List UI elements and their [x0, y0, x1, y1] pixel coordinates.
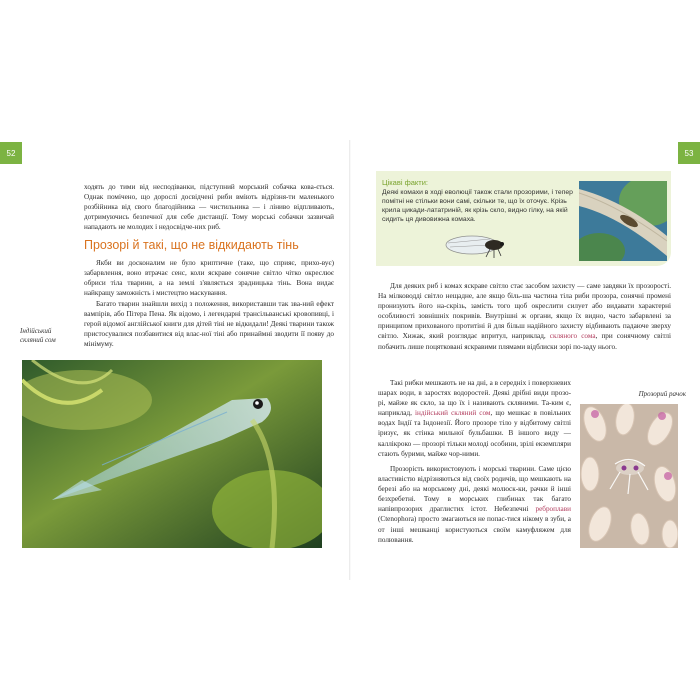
- fish-caption: Індійський скляний сом: [20, 327, 56, 344]
- right-paragraph-3: [378, 464, 571, 545]
- left-paragraph-top: [84, 182, 334, 232]
- paragraph: [378, 281, 671, 352]
- right-paragraph-2: [378, 378, 571, 459]
- highlight-term: скляного сома: [549, 332, 596, 341]
- paragraph: ходять до тими від несподіванки, підступний морський собачка кова-ється. Однак помічено, що дорослі досвідчені риби вміють відрізня-ти маленького розбійника від свого благодійника — чистильника — і ліниво відпливають, дотримуючись безпечної для себе дистанції. Тому морські собачки зазвичай нападають не молодих і недосвідче-них риб.: [84, 183, 334, 232]
- right-paragraph-1: [378, 281, 671, 352]
- page-number-right: 53: [678, 142, 700, 164]
- cicada-on-branch-photo: [579, 181, 667, 261]
- left-paragraph-2: [84, 299, 334, 349]
- cicada-illustration-icon: [440, 225, 510, 261]
- interesting-facts-box: [376, 171, 671, 266]
- section-heading: Прозорі й такі, що не відкидають тінь: [84, 238, 299, 252]
- text-run: , при сонячному світлі побачить лише поцятковані яскравими плямами відблиски зорі по-заду нього.: [378, 332, 672, 351]
- left-paragraph-1: [84, 258, 334, 298]
- glass-catfish-photo: [22, 360, 322, 548]
- text-run: Для деяких риб і комах яскраве світло стає засобом захисту — саме завдяки їх прозорості. На мілководді світло нещадне, але якщо біль-ша частина тіла риби прозора, сонячні промені пронизують його на-скрізь, замість того щоб окреслити силует або видавати характерні особливості зовнішніх покривів. Внутрішні ж органи, якщо їх видно, часто забарвлені за принципом прихованого протитіні й для більш надійного захисту відбивають падаюче зверху світло. Хижак, який розглядає впритул, наприклад,: [378, 282, 671, 341]
- facts-box-title: Цікаві факти:: [382, 178, 428, 187]
- text-run: (Ctenophora) просто змагаються не попас-тися нікому в зуби, а от інші мешканці користуються своїм камуфляжем для полювання.: [378, 515, 571, 544]
- text-run: Такі рибки мешкають не на дні, а в середніх і поверхневих шарах води, в заростях водоростей. Деякі дрібні види прозо-рі, майже як скло, за що їх і називають скляними. Та-ким є, наприклад,: [378, 379, 571, 418]
- book-gutter: [349, 140, 351, 580]
- text-run: Прозорість використовують і морські тварини. Саме цією властивістю відрізняються від своїх родичів, що мешкають на березі або на морському дні, деякі молюск-ки, рачки й інші безхребетні. Тому в морських глибинах так багато напівпрозорих драглистих істот. Небезпечні: [378, 465, 571, 514]
- shrimp-caption: Прозорий рачок: [638, 390, 686, 398]
- highlight-term: індійський скляний сом: [415, 409, 491, 418]
- facts-box-text: Деякі комахи в ході еволюції також стали прозорими, і тепер помітні не стільки вони самі, скільки те, що їх оточує. Крізь крила цикади-лататриній, як крізь скло, видно гілку, на якій сидить ця дивовижна комаха.: [382, 189, 573, 223]
- shrimp-on-anemone-photo: [580, 404, 678, 548]
- paragraph: [378, 464, 571, 545]
- highlight-term: реброплави: [535, 505, 571, 514]
- page-number-left: 52: [0, 142, 22, 164]
- paragraph: [378, 378, 571, 459]
- paragraph: Багато тварин знайшли вихід з положення, використавши так зва-ний ефект вампірів, або Пітера Пена. Як відомо, і легендарні трансільванські кровопивці, і герой відомої англійської книги для дітей тіні не відкидали! Деякі тварини також пристосувалися позбавитися від влас-ної тіні або принаймні зводити її появу до мінімуму.: [84, 300, 334, 349]
- paragraph: Якби ви досконалим не було криптичне (таке, що сприяє, прихо-вує) забарвлення, воно втрачає сенс, коли яскраве сонячне світло чітко окреслює обриси тіла тварини, а на землі з'являється зрадницька тінь. Вона видає найкращу заможність і мистецтво маскування.: [84, 259, 334, 298]
- text-run: , що мешкає в повільних водах Індії та Індонезії. Його прозоре тіло у відбитому світлі іризує, як стінка мильної бульбашки. В іншого виду — каллікроко — прозорі тільки молоді особини, зрілі екземпляри стають бурими, майже чор-ними.: [378, 409, 572, 458]
